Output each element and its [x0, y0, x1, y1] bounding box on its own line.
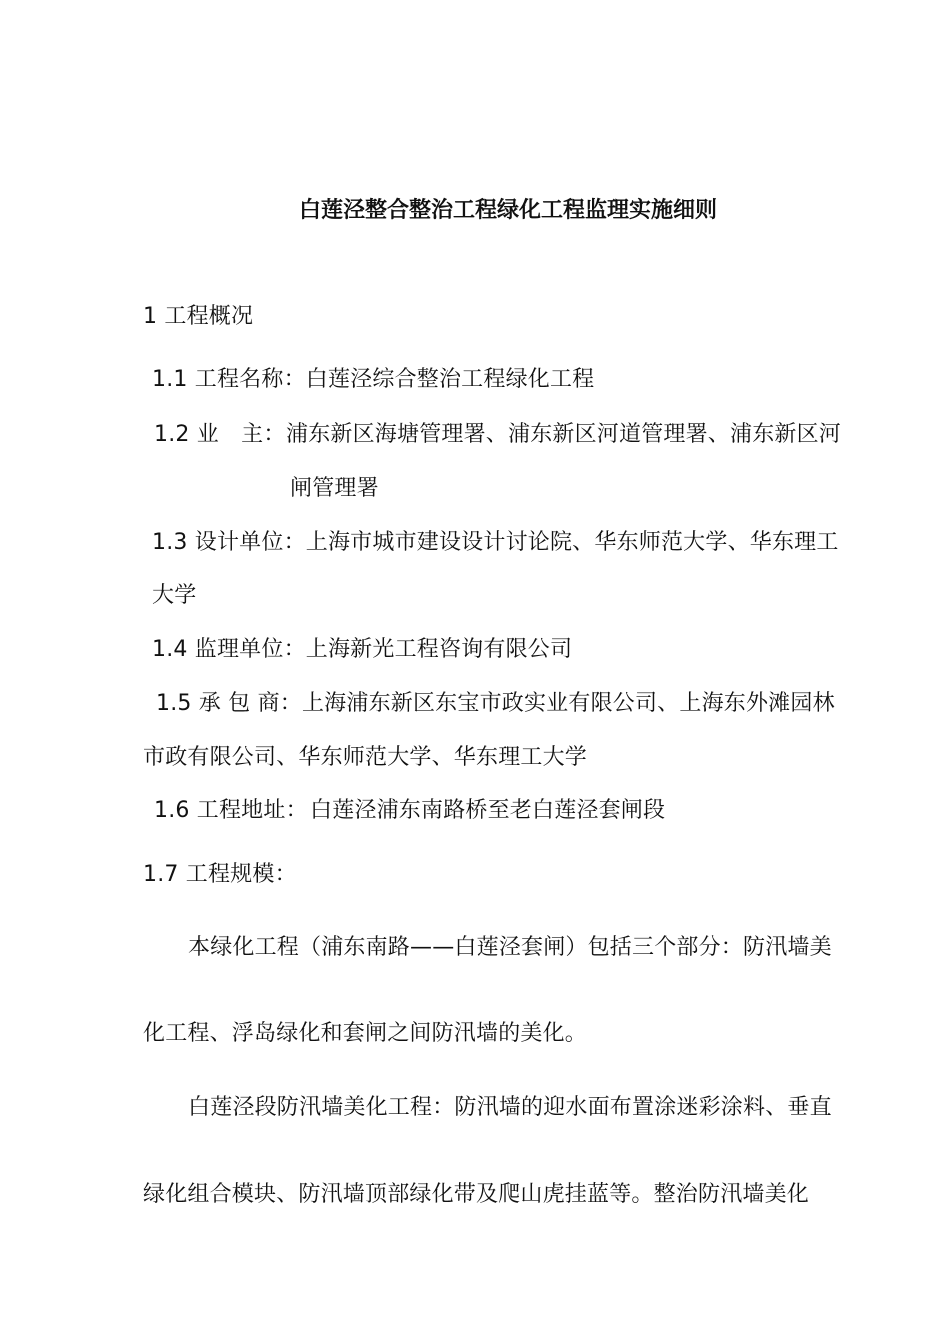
- section-heading: 1 工程概况: [143, 304, 254, 329]
- paragraph-2-line-2: 绿化组合模块、防汛墙顶部绿化带及爬山虎挂蓝等。整治防汛墙美化: [143, 1182, 810, 1207]
- document-title: 白莲泾整合整治工程绿化工程监理实施细则: [298, 198, 717, 223]
- item-1-4: [152, 636, 572, 664]
- item-1-5-continuation: 市政有限公司、华东师范大学、华东理工大学: [143, 745, 588, 770]
- item-text: 上海新光工程咨询有限公司: [305, 637, 573, 662]
- item-text: 上海市城市建设设计讨论院、华东师范大学、华东理工: [305, 530, 839, 555]
- item-text: 白莲泾浦东南路桥至老白莲泾套闸段: [310, 798, 666, 823]
- item-label: 1.2 业 主：: [154, 422, 286, 447]
- item-1-2-continuation: 闸管理署: [290, 476, 379, 501]
- scale-heading: 1.7 工程规模：: [143, 862, 297, 887]
- item-1-1: [152, 366, 594, 394]
- item-1-5: [156, 690, 835, 718]
- item-1-3-continuation: 大学: [152, 583, 197, 608]
- item-text: 浦东新区海塘管理署、浦东新区河道管理署、浦东新区河: [286, 422, 842, 447]
- item-label: 1.4 监理单位：: [152, 637, 306, 662]
- item-label: 1.6 工程地址：: [154, 798, 308, 823]
- item-text: 白莲泾综合整治工程绿化工程: [305, 367, 595, 392]
- paragraph-2-line-1: 白莲泾段防汛墙美化工程：防汛墙的迎水面布置涂迷彩涂料、垂直: [188, 1095, 832, 1120]
- paragraph-1-line-1: 本绿化工程（浦东南路——白莲泾套闸）包括三个部分：防汛墙美: [188, 935, 832, 960]
- item-1-3: [152, 529, 839, 557]
- item-1-2: [154, 421, 841, 449]
- item-label: 1.3 设计单位：: [152, 530, 306, 555]
- item-label: 1.1 工程名称：: [152, 367, 306, 392]
- item-1-6: [154, 797, 665, 825]
- paragraph-1-line-2: 化工程、浮岛绿化和套闸之间防汛墙的美化。: [143, 1021, 588, 1046]
- item-text: 上海浦东新区东宝市政实业有限公司、上海东外滩园林: [301, 691, 835, 716]
- item-label: 1.5 承 包 商：: [156, 691, 302, 716]
